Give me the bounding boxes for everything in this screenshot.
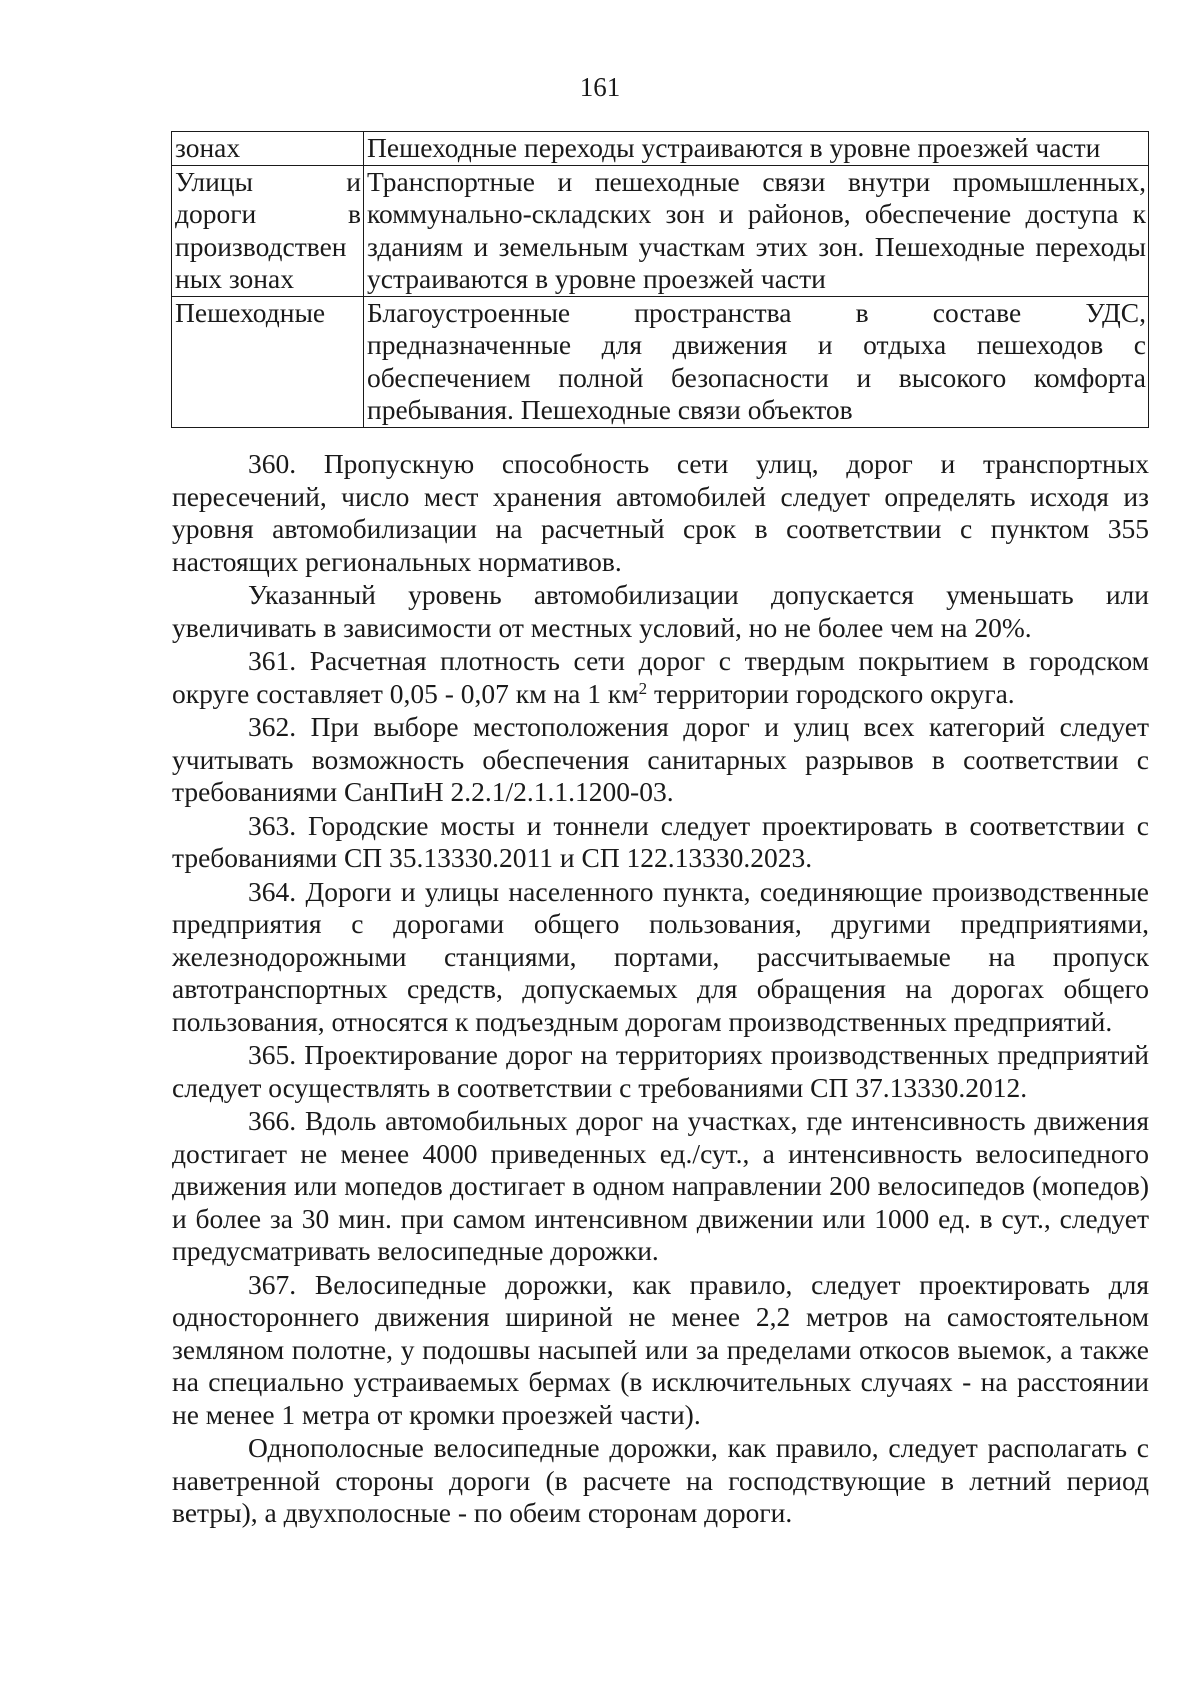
paragraph-361-text: 361. Расчетная плотность сети дорог с твердым покрытием в городском округе составляет 0,05 - 0,07 км на 1 км [172,645,1149,709]
cell-line: предназначенные для движения и отдыха пешеходов с [367,329,1146,360]
paragraph-360-note: Указанный уровень автомобилизации допускается уменьшать или увеличивать в зависимости от местных условий, но не более чем на 20%. [172,579,1149,643]
table-row [172,132,1149,166]
table-cell [364,165,1149,296]
paragraph-360: 360. Пропускную способность сети улиц, дорог и транспортных пересечений, число мест хранения автомобилей следует определять исходя из уровня автомобилизации на расчетный срок в соответствии с пунктом 355 настоящих региональных нормативов. [172,448,1149,577]
cell-line: Пешеходные [175,296,326,328]
superscript: 2 [638,678,648,698]
paragraph-367: 367. Велосипедные дорожки, как правило, следует проектировать для одностороннего движения шириной не менее 2,2 метров на самостоятельном земляном полотне, у подошвы насыпей или за пределами откосов выемок, а также на специально устраиваемых бермах (в исключительных случаях - на расстоянии не менее 1 метра от кромки проезжей части). [172,1268,1149,1430]
cell-line: Улицы и [175,165,361,197]
paragraph-365: 365. Проектирование дорог на территориях производственных предприятий следует осуществлять в соответствии с требованиями СП 37.13330.2012. [172,1039,1149,1103]
cell-line: обеспечением полной безопасности и высокого комфорта [367,361,1146,393]
table-cell [364,296,1149,427]
paragraph-361 [172,645,1149,710]
table-cell [172,296,364,427]
cell-line: ных зонах [175,263,294,294]
body-text [172,448,1149,1531]
cell-line: коммунально-складских зон и районов, обеспечение доступа к [367,198,1146,229]
cell-line: Транспортные и пешеходные связи внутри промышленных, [367,165,1146,197]
table-row [172,296,1149,427]
table-cell [172,132,364,166]
cell-line: производствен [175,230,347,262]
page-number: 161 [579,72,621,102]
cell-line: дороги в [175,198,361,229]
table-row [172,165,1149,296]
cell-line: устраиваются в уровне проезжей части [367,263,826,294]
cell-line: зонах [175,132,241,163]
paragraph-364: 364. Дороги и улицы населенного пункта, соединяющие производственные предприятия с дорогами общего пользования, другими предприятиями, железнодорожными станциями, портами, рассчитываемые на пропуск автотранспортных средств, допускаемых для обращения на дорогах общего пользования, относятся к подъездным дорогам производственных предприятий. [172,875,1149,1037]
cell-line: Пешеходные переходы устраиваются в уровне проезжей части [367,132,1101,163]
roads-table [171,131,1149,428]
table-cell [172,165,364,296]
paragraph-366: 366. Вдоль автомобильных дорог на участках, где интенсивность движения достигает не менее 4000 приведенных ед./сут., а интенсивность велосипедного движения или мопедов достигает в одном направлении 200 велосипедов (мопедов) и более за 30 мин. при самом интенсивном движении или 1000 ед. в сут., следует предусматривать велосипедные дорожки. [172,1105,1149,1266]
table-cell [364,132,1149,166]
cell-line: Благоустроенные пространства в составе УДС, [367,296,1146,328]
paragraph-362: 362. При выборе местоположения дорог и улиц всех категорий следует учитывать возможность обеспечения санитарных разрывов в соответствии с требованиями СанПиН 2.2.1/2.1.1.1200-03. [172,711,1149,807]
paragraph-361-tail: территории городского округа. [647,677,1015,709]
paragraph-363: 363. Городские мосты и тоннели следует проектировать в соответствии с требованиями СП 35.13330.2011 и СП 122.13330.2023. [172,809,1149,873]
paragraph-367-note: Однополосные велосипедные дорожки, как правило, следует располагать с наветренной стороны дороги (в расчете на господствующие в летний период ветры), а двухполосные - по обеим сторонам дороги. [172,1432,1149,1528]
cell-line: зданиям и земельным участкам этих зон. Пешеходные переходы [367,230,1146,262]
cell-line: пребывания. Пешеходные связи объектов [367,394,853,425]
